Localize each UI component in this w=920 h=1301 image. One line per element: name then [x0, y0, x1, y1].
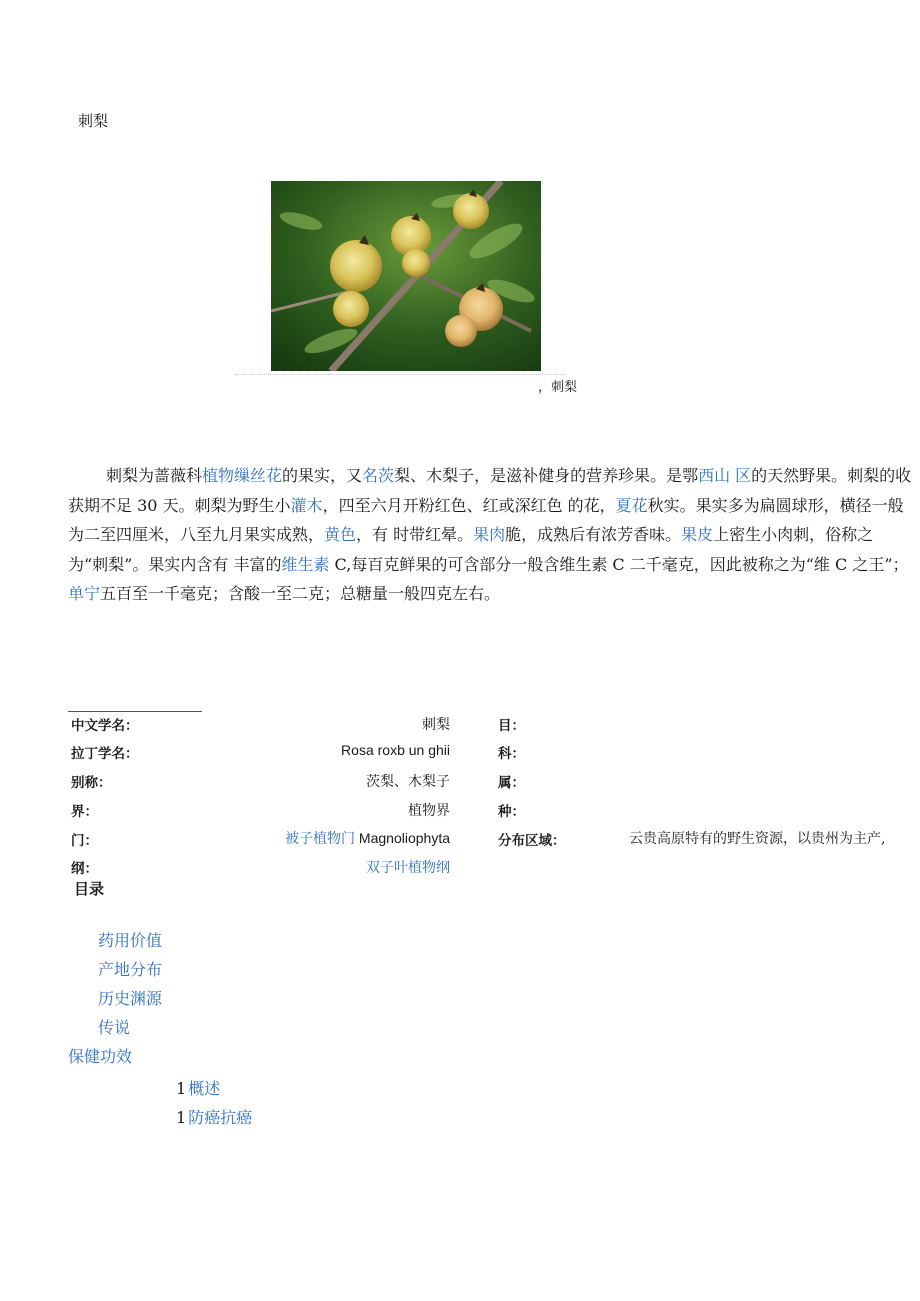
toc-subitem-label[interactable]: 概述: [188, 1079, 221, 1098]
toc-subitem-number: 1: [176, 1108, 187, 1127]
page-title: 刺梨: [78, 112, 109, 130]
value-chinese-name: 刺梨: [422, 717, 450, 733]
intro-text: 五百至一千毫克；含酸一至二克；总糖量一般四克左右。: [100, 584, 501, 604]
intro-text: C,每百克鲜果的可含部分一般含维生素 C 二千毫克，因此被称之为“维 C 之王”；: [329, 554, 909, 574]
value-distribution: 云贵高原特有的野生资源，以贵州为主产,: [629, 831, 886, 847]
toc-subitem-number: 1: [176, 1079, 187, 1098]
value-alias: 茨梨、木梨子: [366, 774, 450, 790]
intro-link[interactable]: 名茨: [362, 466, 395, 485]
phylum-link[interactable]: 被子植物门: [285, 831, 356, 847]
fruit-photo-image: [271, 181, 541, 371]
infobox-divider: [68, 711, 202, 712]
toc-section-health[interactable]: 保健功效: [68, 1047, 133, 1066]
intro-text: ，有 时带红晕。: [356, 525, 474, 545]
intro-link[interactable]: 西山 区: [698, 466, 752, 485]
intro-link[interactable]: 夏花: [615, 495, 648, 515]
value-latin-name: Rosa roxb un ghii: [341, 742, 450, 758]
intro-link[interactable]: 维生素: [281, 554, 330, 574]
intro-text: 脆，成熟后有浓芳香味。: [505, 525, 682, 545]
intro-link[interactable]: 植物缫丝花: [202, 466, 283, 485]
intro-text: ，四至六月开粉红色、红或深红色 的花，: [322, 495, 616, 515]
caption-divider: [235, 374, 565, 375]
value-phylum: [150, 828, 450, 848]
toc-subitem-overview[interactable]: [176, 1076, 220, 1099]
label-class: 纲：: [71, 861, 98, 877]
label-alias: 别称：: [71, 775, 112, 791]
toc-item-medicinal-value[interactable]: 药用价值: [98, 931, 163, 950]
label-order: 目：: [498, 718, 525, 734]
intro-text: 刺梨为蔷薇科: [106, 466, 203, 485]
intro-text: 梨、木梨子，是滋补健身的营养珍果。是鄂: [394, 466, 699, 485]
fruit-photo: [271, 181, 541, 371]
label-distribution: 分布区域：: [498, 833, 566, 849]
intro-paragraph: [68, 461, 913, 609]
intro-text: 秋实。果实多为扁圆球形，横径一般为二至四厘米，八至九月果实成熟，: [68, 495, 904, 545]
label-phylum: 门：: [71, 833, 98, 849]
intro-link[interactable]: 果肉: [473, 525, 506, 545]
label-family: 科：: [498, 746, 525, 762]
intro-text: 的果实，又: [282, 466, 363, 485]
intro-body: [68, 466, 911, 603]
intro-text: 的天然野果。刺梨的收获期不足 30 天。刺梨为野生小: [68, 466, 912, 515]
intro-text: 上密生小肉刺，俗称之为“刺梨”。果实内含有 丰富的: [68, 525, 874, 574]
label-kingdom: 界：: [71, 804, 98, 820]
toc-title: 目录: [74, 880, 105, 898]
intro-link[interactable]: 黄色: [324, 525, 357, 545]
class-link[interactable]: 双子叶植物纲: [366, 860, 450, 876]
toc-item-history[interactable]: 历史渊源: [98, 989, 163, 1008]
phylum-latin: Magnoliophyta: [355, 830, 450, 846]
label-chinese-name: 中文学名：: [71, 718, 139, 734]
label-species: 种：: [498, 804, 525, 820]
value-class: [150, 857, 450, 877]
label-latin-name: 拉丁学名：: [71, 746, 139, 762]
toc-subitem-label[interactable]: 防癌抗癌: [188, 1108, 253, 1127]
value-kingdom: 植物界: [408, 803, 450, 819]
toc-item-legend[interactable]: 传说: [98, 1018, 131, 1037]
toc-subitem-anticancer[interactable]: [176, 1105, 252, 1128]
intro-link[interactable]: 单宁: [68, 584, 101, 604]
intro-link[interactable]: 灌木: [290, 495, 323, 515]
label-genus: 属：: [498, 775, 525, 791]
toc-item-distribution[interactable]: 产地分布: [98, 960, 163, 979]
intro-link[interactable]: 果皮: [681, 525, 714, 545]
figure-caption: ，刺梨: [538, 380, 578, 395]
